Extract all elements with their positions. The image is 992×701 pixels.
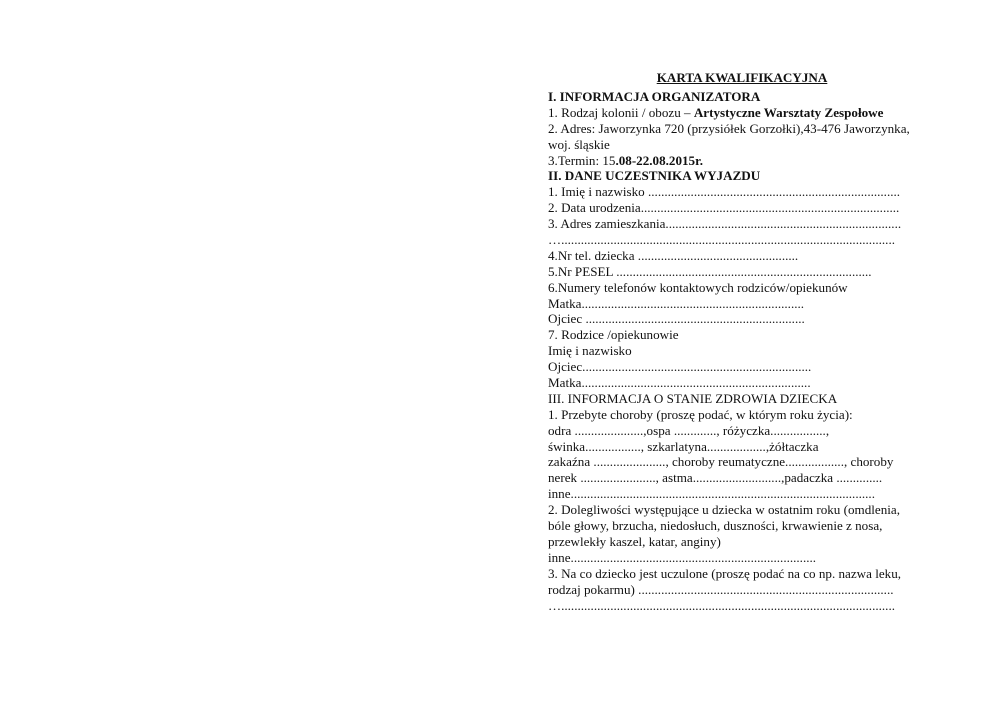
organizer-term: [548, 153, 948, 169]
allergies-continuation: …......................................................................................................: [548, 597, 895, 613]
mother-name-field: Matka......................................................................: [548, 375, 811, 391]
term-label: 3.Termin: 15: [548, 152, 616, 168]
allergies-field: rodzaj pokarmu) ..............................................................................: [548, 581, 894, 597]
participant-name-field: 1. Imię i nazwisko .............................................................................: [548, 184, 901, 200]
ailments-other-field: inne...........................................................................: [548, 549, 817, 565]
guardians-label: 7. Rodzice /opiekunowie: [548, 327, 679, 343]
organizer-address-line-2: woj. śląskie: [548, 136, 610, 152]
section3-heading: III. INFORMACJA O STANIE ZDROWIA DZIECKA: [548, 390, 838, 406]
document-title: KARTA KWALIFIKACYJNA: [656, 70, 828, 85]
participant-address-continuation: …......................................................................................................: [548, 232, 895, 248]
illnesses-row-4: nerek ......................., astma...........................,padaczka ..............: [548, 470, 883, 486]
ailments-label-line-2: bóle głowy, brzucha, niedosłuch, duszności, krwawienie z nosa,: [548, 518, 883, 534]
mother-phone-field: Matka....................................................................: [548, 295, 805, 311]
section1-heading: I. INFORMACJA ORGANIZATORA: [548, 89, 761, 104]
illnesses-row-3: zakaźna ......................, choroby reumatyczne.................., choroby: [548, 454, 894, 470]
guardians-name-label: Imię i nazwisko: [548, 343, 632, 359]
father-phone-field: Ojciec ...................................................................: [548, 311, 805, 327]
section2-heading: II. DANE UCZESTNIKA WYJAZDU: [548, 168, 761, 184]
participant-birthdate-field: 2. Data urodzenia...............................................................................: [548, 200, 900, 216]
ailments-label-line-1: 2. Dolegliwości występujące u dziecka w ostatnim roku (omdlenia,: [548, 502, 900, 518]
term-value: .08-22.08.2015r.: [615, 152, 703, 168]
camp-type-value: Artystyczne Warsztaty Zespołowe: [693, 104, 884, 120]
illnesses-other-field: inne.............................................................................................: [548, 486, 875, 502]
organizer-camp-type: [548, 105, 948, 121]
ailments-label-line-3: przewlekły kaszel, katar, anginy): [548, 533, 721, 549]
father-name-field: Ojciec......................................................................: [548, 359, 812, 375]
illnesses-row-2: świnka................., szkarlatyna..................,żółtaczka: [548, 438, 819, 454]
qualification-card: [548, 70, 948, 613]
camp-type-label: 1. Rodzaj kolonii / obozu –: [548, 104, 694, 120]
pesel-field: 5.Nr PESEL ..............................................................................: [548, 263, 872, 279]
participant-address-field: 3. Adres zamieszkania........................................................................: [548, 216, 902, 232]
child-phone-field: 4.Nr tel. dziecka .................................................: [548, 247, 799, 263]
illnesses-row-1: odra .....................,ospa ............., różyczka.................,: [548, 422, 830, 438]
organizer-address-line-1: 2. Adres: Jaworzynka 720 (przysiółek Gorzołki),43-476 Jaworzynka,: [548, 120, 910, 136]
past-illnesses-label: 1. Przebyte choroby (proszę podać, w którym roku życia):: [548, 406, 853, 422]
allergies-label: 3. Na co dziecko jest uczulone (proszę podać na co np. nazwa leku,: [548, 565, 902, 581]
parent-phones-label: 6.Numery telefonów kontaktowych rodziców/opiekunów: [548, 279, 848, 295]
